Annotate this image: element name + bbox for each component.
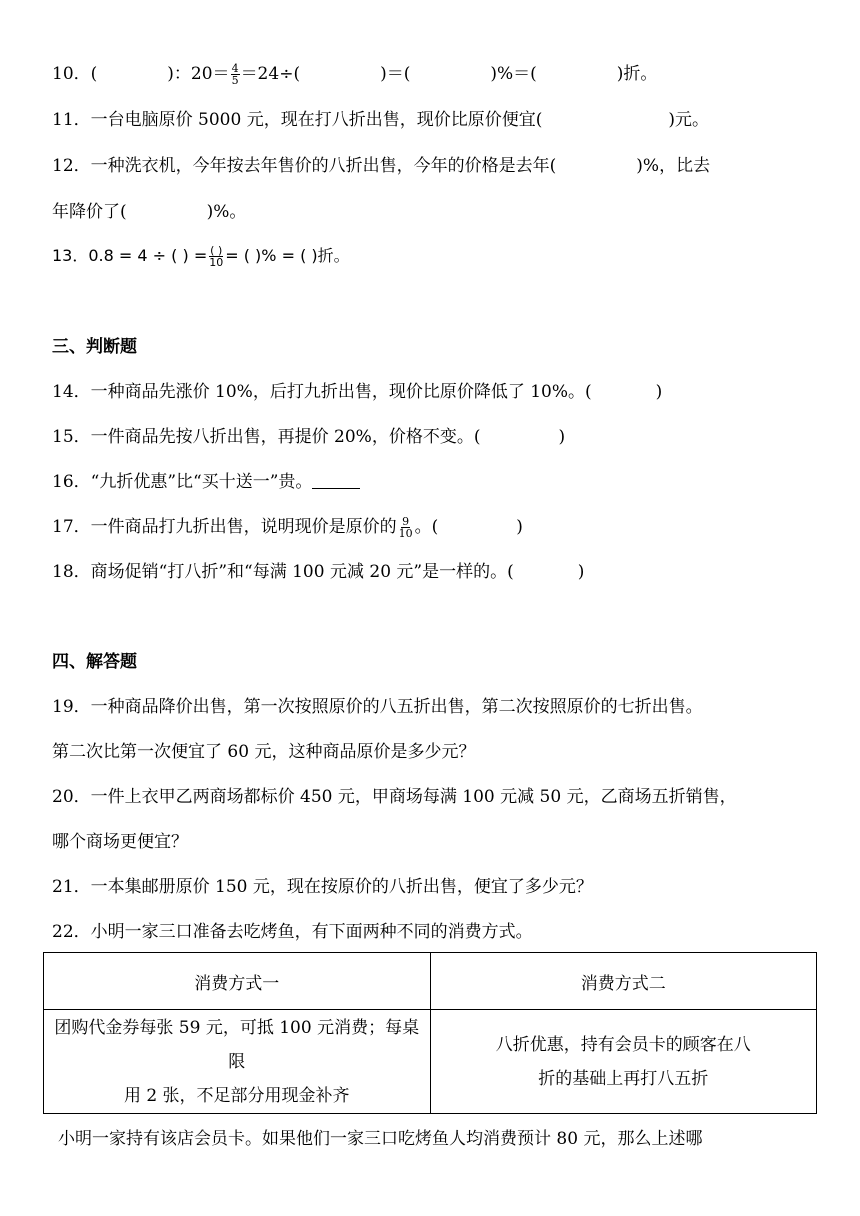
question-14: 14．一种商品先涨价 10%，后打九折出售，现价比原价降低了 10%。( ) [52, 382, 663, 402]
question-number: 10． [52, 64, 91, 84]
question-22-continued: 小明一家持有该店会员卡。如果他们一家三口吃烤鱼人均消费预计 80 元，那么上述哪 [58, 1129, 703, 1149]
question-19: 19．一种商品降价出售，第一次按照原价的八五折出售，第二次按照原价的七折出售。 [52, 697, 703, 717]
fraction: $\frac{( )}{10}$ [209, 244, 224, 269]
question-10: 10．( )：20＝ $\frac{4}{5}$ ＝24÷( )＝( )%＝( )折。 [52, 62, 658, 87]
table-cell-option-1: 团购代金券每张 59 元，可抵 100 元消费；每桌限 用 2 张，不足部分用现金补齐 [44, 1010, 431, 1114]
section-heading-answer: 四、解答题 [52, 652, 137, 672]
question-number: 11． [52, 110, 91, 130]
question-number: 19． [52, 697, 91, 717]
table-header-option-2: 消费方式二 [430, 953, 817, 1010]
question-18: 18．商场促销“打八折”和“每满 100 元减 20 元”是一样的。( ) [52, 562, 585, 582]
question-13: 13．0.8 = 4 ÷ ( ) = $\frac{( )}{10}$ = ( )% = ( )折。 [52, 244, 350, 269]
question-21: 21．一本集邮册原价 150 元，现在按原价的八折出售，便宜了多少元？ [52, 877, 593, 897]
question-20-continued: 哪个商场更便宜？ [52, 832, 188, 852]
question-number: 21． [52, 877, 91, 897]
table-row [44, 1010, 817, 1114]
section-heading-judgement: 三、判断题 [52, 337, 137, 357]
question-number: 20． [52, 787, 91, 807]
question-number: 22． [52, 922, 91, 942]
fraction: $\frac{9}{10}$ [398, 515, 413, 540]
consumption-options-table [43, 952, 817, 1114]
question-number: 12． [52, 156, 91, 176]
question-number: 15． [52, 427, 91, 447]
question-12-continued: 年降价了( )%。 [52, 202, 247, 222]
question-15: 15．一件商品先按八折出售，再提价 20%，价格不变。( ) [52, 427, 566, 447]
question-number: 16． [52, 472, 91, 492]
question-number: 14． [52, 382, 91, 402]
question-22: 22．小明一家三口准备去吃烤鱼，有下面两种不同的消费方式。 [52, 922, 533, 942]
question-number: 13． [52, 246, 89, 265]
question-12: 12．一种洗衣机，今年按去年售价的八折出售，今年的价格是去年( )%，比去 [52, 156, 711, 176]
question-19-continued: 第二次比第一次便宜了 60 元，这种商品原价是多少元？ [52, 742, 476, 762]
question-16: 16．“九折优惠”比“买十送一”贵。 [52, 470, 360, 494]
question-number: 18． [52, 562, 91, 582]
question-11: 11．一台电脑原价 5000 元，现在打八折出售，现价比原价便宜( )元。 [52, 110, 709, 130]
fraction: $\frac{4}{5}$ [231, 62, 239, 87]
table-header-option-1: 消费方式一 [44, 953, 431, 1010]
table-header-row [44, 953, 817, 1010]
question-17: 17．一件商品打九折出售，说明现价是原价的 $\frac{9}{10}$ 。( ) [52, 515, 523, 540]
question-number: 17． [52, 517, 91, 537]
table-cell-option-2: 八折优惠，持有会员卡的顾客在八 折的基础上再打八五折 [430, 1010, 817, 1114]
question-20: 20．一件上衣甲乙两商场都标价 450 元，甲商场每满 100 元减 50 元，乙商场五折销售， [52, 787, 737, 807]
answer-underline[interactable] [312, 472, 360, 489]
